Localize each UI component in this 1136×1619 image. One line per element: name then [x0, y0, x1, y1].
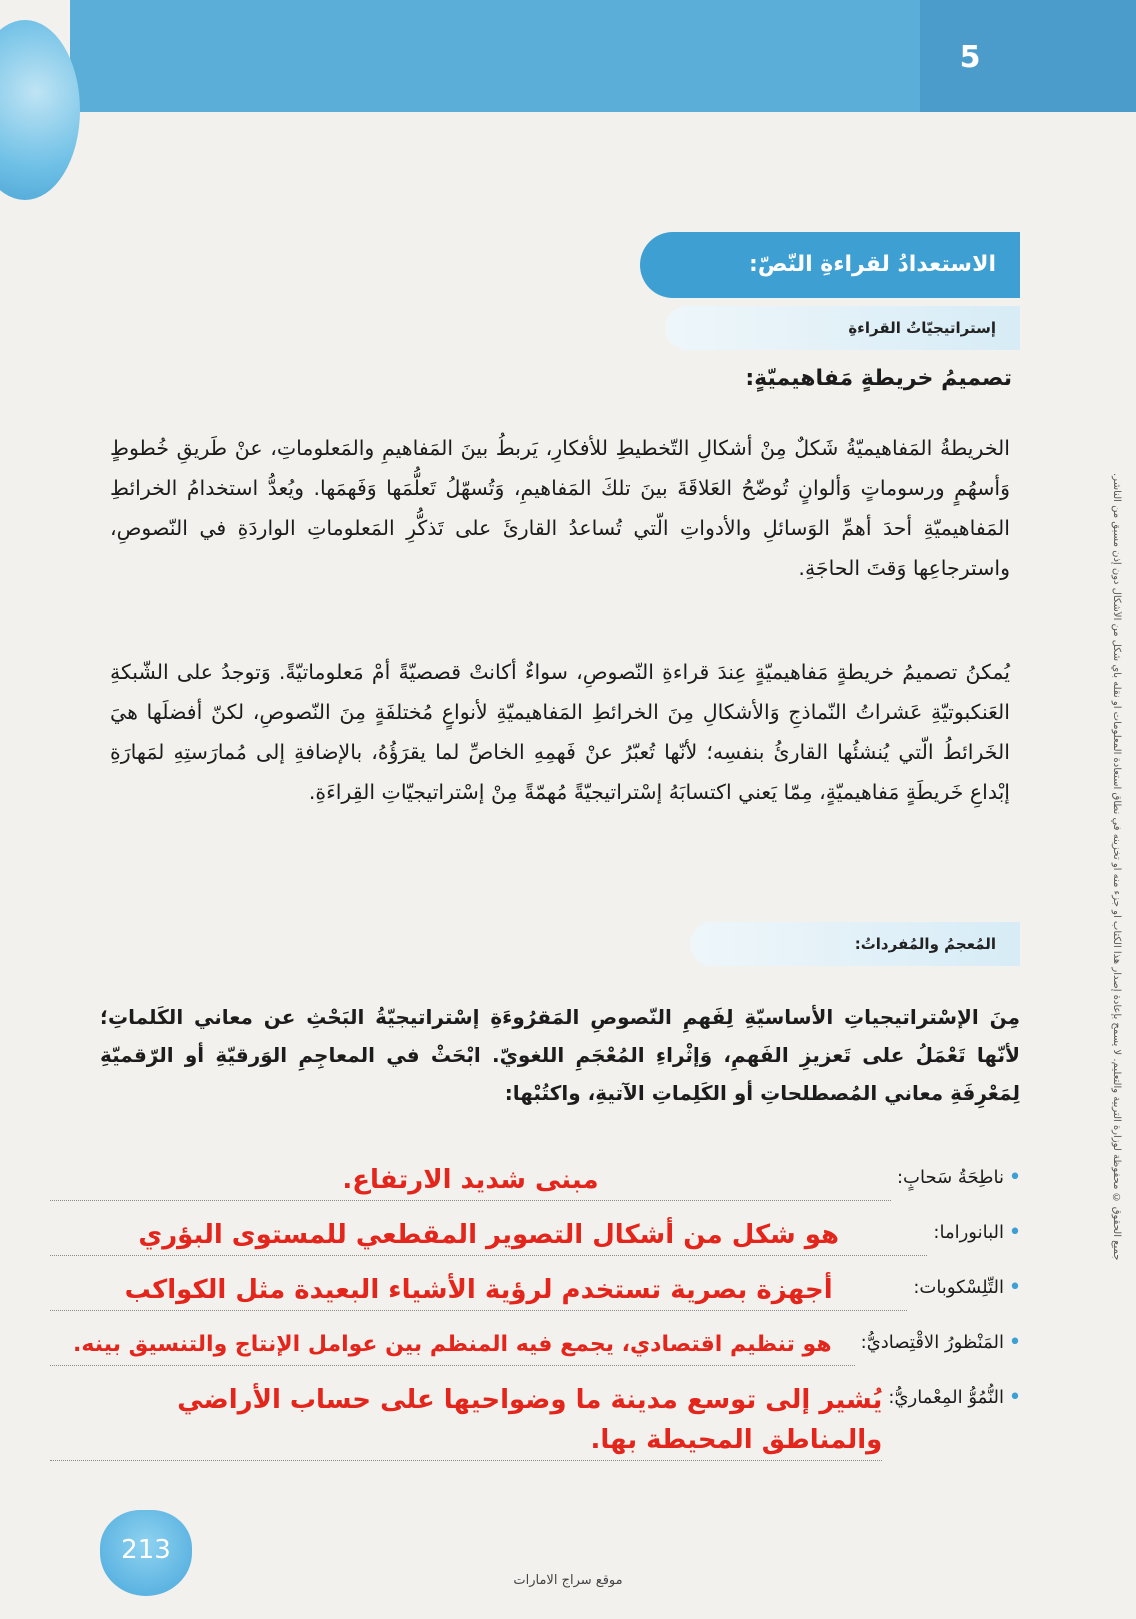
bullet-icon: •	[1008, 1220, 1022, 1245]
vocab-term: النُّمُوُّ المِعْماريُّ:	[888, 1387, 1004, 1408]
vocab-item	[50, 1380, 1026, 1461]
bullet-icon: •	[1008, 1275, 1022, 1300]
bullet-icon: •	[1008, 1330, 1022, 1355]
vocab-item	[50, 1270, 1026, 1311]
answer-field[interactable]: هو شكل من أشكال التصوير المقطعي للمستوى البؤري	[50, 1215, 927, 1256]
vocab-term: ناطِحَةُ سَحابٍ:	[896, 1167, 1004, 1188]
answer-field[interactable]: هو تنظيم اقتصادي، يجمع فيه المنظم بين عوامل الإنتاج والتنسيق بينه.	[50, 1325, 855, 1366]
lexicon-instructions: مِنَ الإسْتراتيجياتِ الأساسيّةِ لِفَهمِ النّصوصِ المَقرُوءَةِ إسْتراتيجيّةُ البَحْثِ عن معاني الكَلماتِ؛ لأنّها تَعْمَلُ على تَعزيزِ الفَهمِ، وَإثْراءِ المُعْجَمِ اللغويّ. ابْحَثْ في المعاجِمِ الوَرقيّةِ أو الرّقميّةِ لِمَعْرِفَةِ معاني المُصطلحاتِ أو الكَلِماتِ الآتيةِ، واكتُبْها:	[100, 1005, 1020, 1105]
vocab-term: البانوراما:	[933, 1222, 1004, 1243]
page-number: 213	[100, 1510, 192, 1596]
site-footer: موقع سراج الامارات	[513, 1573, 623, 1588]
paragraph-2: يُمكنُ تصميمُ خريطةٍ مَفاهيميّةٍ عِندَ قراءةِ النّصوصِ، سواءٌ أكانتْ قصصيّةً أمْ مَعلوماتيّةً. وَتوجدُ على الشّبكةِ العَنكبوتيّةِ عَشراتُ النّماذجِ وَالأشكالِ مِنَ الخرائطِ المَفاهيميّةِ لأنواعٍ مُختلفَةٍ مِنَ النّصوصِ، لكنّ أفضلَها هيَ الخَرائطُ الّتي يُنشئُها القارئُ بنفسِه؛ لأنّها تُعبّرُ عنْ فَهمِهِ الخاصِّ لما يقرَؤُهُ، بالإضافةِ إلى مُمارَستِهِ لمَهارَةِ إبْداعِ خَريطَةٍ مَفاهيميّةٍ، مِمّا يَعني اكتسابَهُ إسْتراتيجيّةً مُهمّةً مِنْ إسْتراتيجيّاتِ القِراءَةِ.	[110, 660, 1010, 804]
vocab-item	[50, 1215, 1026, 1256]
bullet-icon: •	[1008, 1165, 1022, 1190]
vocabulary-list	[50, 1160, 1026, 1475]
vocab-item	[50, 1160, 1026, 1201]
paragraph-1: الخريطةُ المَفاهيميّةُ شَكلٌ مِنْ أشكالِ التّخطيطِ للأفكارِ، يَربطُ بينَ المَفاهيمِ والمَعلوماتِ، عنْ طَريقِ خُطوطٍ وَأسهُمٍ ورسوماتٍ وَألوانٍ تُوضّحُ العَلاقَةَ بينَ تلكَ المَفاهيمِ، وَتُسهّلُ تَعلُّمَها وَفَهمَها. ويُعدُّ استخدامُ الخرائطِ المَفاهيميّةِ أحدَ أهمِّ الوَسائلِ والأدواتِ الّتي تُساعدُ القارئَ على تَذكُّرِ المَعلوماتِ الواردَةِ في النّصوصِ، واسترجاعِها وَقتَ الحاجَةِ.	[110, 436, 1010, 580]
strategies-label: إستراتيجيّاتُ القراءةِ	[665, 306, 1020, 350]
copyright-note: جميع الحقوق © محفوظة لوزارة التربية والتعليم. لا يسمح بإعادة إصدار هذا الكتاب أو جزء منه أو تخزينه في نطاق استعادة المعلومات أو نقله بأي شكل من الأشكال دون إذن مسبق من الناشر.	[1111, 472, 1122, 1260]
section-title: الاستعدادُ لقراءةِ النّصّ:	[640, 232, 1020, 298]
chapter-number: 5	[959, 40, 981, 75]
answer-field[interactable]: يُشير إلى توسع مدينة ما وضواحيها على حساب الأراضي والمناطق المحيطة بها.	[50, 1380, 882, 1461]
vocab-item	[50, 1325, 1026, 1366]
answer-field[interactable]: أجهزة بصرية تستخدم لرؤية الأشياء البعيدة مثل الكواكب	[50, 1270, 907, 1311]
vocab-term: التِّلِسْكوبات:	[913, 1277, 1004, 1298]
bullet-icon: •	[1008, 1385, 1022, 1410]
decorative-disc	[0, 20, 80, 200]
concept-map-heading: تصميمُ خريطةٍ مَفاهيميّةٍ:	[745, 366, 1012, 391]
answer-field[interactable]: مبنى شديد الارتفاع.	[50, 1160, 891, 1201]
lexicon-label: المُعجمُ والمُفرداتُ:	[690, 922, 1020, 966]
vocab-term: المَنْظورُ الاقْتِصاديُّ:	[860, 1332, 1004, 1353]
